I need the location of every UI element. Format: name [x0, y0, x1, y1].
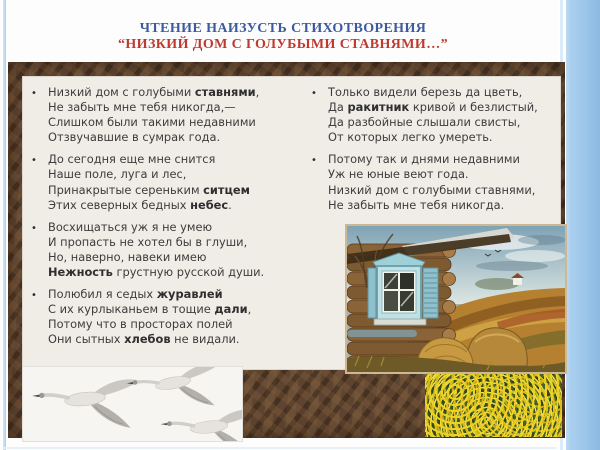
poem-line: Да ракитник кривой и безлистый,	[328, 100, 538, 115]
poem-stanza	[31, 287, 299, 347]
poem-line: От которых легко умереть.	[328, 130, 493, 145]
poem-column-right	[311, 85, 557, 220]
slide-title-line2: “НИЗКИЙ ДОМ С ГОЛУБЫМИ СТАВНЯМИ…”	[117, 37, 448, 52]
poem-line: Уж не юные веют года.	[328, 167, 469, 182]
poem-line: До сегодня еще мне снится	[48, 152, 216, 167]
poem-stanza	[31, 152, 299, 212]
poem-line: Принакрытые сереньким ситцем	[48, 182, 250, 197]
stanza-lines	[48, 85, 299, 145]
poem-line: Этих северных бедных небес.	[48, 197, 232, 212]
village-house-painting	[345, 224, 567, 374]
poem-line: Да разбойные слышали свисты,	[328, 115, 521, 130]
swans-illustration	[23, 367, 242, 441]
bullet-icon: •	[311, 88, 317, 99]
flying-swans-photo	[22, 366, 243, 442]
slide-title	[0, 21, 566, 53]
stanza-lines	[48, 220, 299, 280]
poem-line: Наше поле, луга и лес,	[48, 167, 187, 182]
bullet-icon: •	[31, 222, 37, 234]
slide-title-line1: ЧТЕНИЕ НАИЗУСТЬ СТИХОТВОРЕНИЯ	[139, 21, 427, 36]
bullet-icon: •	[311, 155, 317, 167]
yellow-broom-shrub-photo	[425, 368, 562, 437]
poem-stanza	[311, 152, 557, 212]
poem-line: Но, наверно, навеки имею	[48, 249, 207, 264]
poem-line: И пропасть не хотел бы в глуши,	[48, 234, 248, 249]
poem-line: Слишком были такими недавними	[48, 115, 256, 130]
poem-line: Отзвучавшие в сумрак года.	[48, 130, 221, 145]
poem-line: Только видели березь да цветь,	[328, 85, 523, 99]
painting-illustration	[347, 226, 565, 372]
poem-line: Они сытных хлебов не видали.	[48, 332, 240, 347]
poem-line: Нежность грустную русской души.	[48, 265, 265, 280]
poem-line: Потому так и днями недавними	[328, 152, 520, 167]
poem-line: Не забыть мне тебя никогда,—	[48, 100, 236, 115]
poem-stanza	[31, 220, 299, 280]
bottom-accent-line	[4, 447, 556, 449]
poem-column-left	[31, 85, 299, 355]
bullet-icon: •	[31, 290, 37, 302]
stanza-lines	[48, 287, 299, 347]
left-accent-line	[3, 0, 6, 450]
stanza-lines	[328, 85, 557, 145]
poem-line: Низкий дом с голубыми ставнями,	[48, 85, 260, 99]
brown-texture-panel	[8, 62, 565, 438]
stanza-lines	[328, 152, 557, 212]
poem-stanza	[31, 85, 299, 145]
bullet-icon: •	[31, 155, 37, 167]
poem-line: Не забыть мне тебя никогда.	[328, 197, 505, 212]
poem-stanza	[311, 85, 557, 145]
poem-line: С их курлыканьем в тощие дали,	[48, 302, 252, 317]
poem-line: Полюбил я седых журавлей	[48, 287, 223, 302]
stanza-lines	[48, 152, 299, 212]
bullet-icon: •	[31, 88, 37, 99]
poem-line: Низкий дом с голубыми ставнями,	[328, 182, 536, 197]
poem-line: Потому что в просторах полей	[48, 317, 233, 332]
poem-line: Восхищаться уж я не умею	[48, 219, 213, 234]
